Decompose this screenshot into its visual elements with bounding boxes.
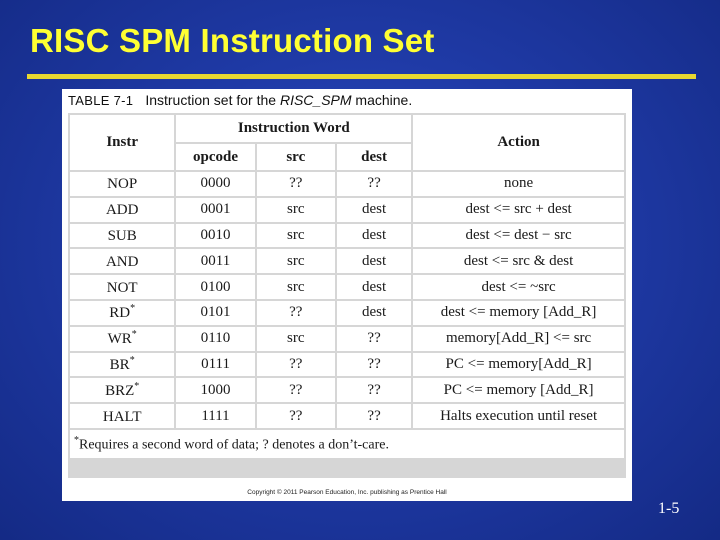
cell-src: ?? xyxy=(257,353,335,377)
header-action: Action xyxy=(413,115,624,170)
cell-action: PC <= memory[Add_R] xyxy=(413,353,624,377)
cell-src: ?? xyxy=(257,378,335,402)
cell-action: dest <= memory [Add_R] xyxy=(413,301,624,325)
cell-opcode: 0010 xyxy=(176,224,254,248)
cell-opcode: 0110 xyxy=(176,327,254,351)
table-row xyxy=(70,275,624,299)
cell-instr: AND xyxy=(70,249,174,273)
cell-action: dest <= ~src xyxy=(413,275,624,299)
cell-opcode: 0101 xyxy=(176,301,254,325)
caption-end: machine. xyxy=(351,92,413,108)
cell-dest: dest xyxy=(337,301,411,325)
cell-dest: dest xyxy=(337,275,411,299)
cell-dest: ?? xyxy=(337,172,411,196)
slide-title: RISC SPM Instruction Set xyxy=(30,22,435,59)
table-row xyxy=(70,198,624,222)
header-src: src xyxy=(257,144,335,170)
cell-instr: WR* xyxy=(70,327,174,351)
cell-src: src xyxy=(257,275,335,299)
cell-dest: ?? xyxy=(337,404,411,428)
table-row xyxy=(70,327,624,351)
cell-opcode: 0011 xyxy=(176,249,254,273)
cell-dest: ?? xyxy=(337,378,411,402)
cell-action: Halts execution until reset xyxy=(413,404,624,428)
cell-opcode: 0000 xyxy=(176,172,254,196)
cell-src: src xyxy=(257,249,335,273)
cell-src: src xyxy=(257,327,335,351)
cell-src: ?? xyxy=(257,301,335,325)
cell-instr: HALT xyxy=(70,404,174,428)
cell-src: ?? xyxy=(257,404,335,428)
cell-opcode: 1111 xyxy=(176,404,254,428)
table-footnote: *Requires a second word of data; ? denotes a don’t-care. xyxy=(70,430,624,458)
table-row xyxy=(70,378,624,402)
cell-instr: NOP xyxy=(70,172,174,196)
cell-dest: dest xyxy=(337,249,411,273)
cell-action: none xyxy=(413,172,624,196)
title-underline xyxy=(27,74,696,79)
table-row xyxy=(70,404,624,428)
cell-instr: RD* xyxy=(70,301,174,325)
cell-instr: NOT xyxy=(70,275,174,299)
cell-dest: dest xyxy=(337,198,411,222)
instruction-table xyxy=(68,113,626,460)
header-dest: dest xyxy=(337,144,411,170)
header-instr: Instr xyxy=(70,115,174,170)
cell-opcode: 0111 xyxy=(176,353,254,377)
cell-opcode: 1000 xyxy=(176,378,254,402)
cell-instr: ADD xyxy=(70,198,174,222)
cell-opcode: 0100 xyxy=(176,275,254,299)
page-number: 1-5 xyxy=(658,500,680,517)
cell-src: src xyxy=(257,224,335,248)
cell-instr: SUB xyxy=(70,224,174,248)
cell-dest: ?? xyxy=(337,327,411,351)
header-instruction-word: Instruction Word xyxy=(176,115,411,142)
caption-text: Instruction set for the xyxy=(145,92,280,108)
cell-src: ?? xyxy=(257,172,335,196)
cell-src: src xyxy=(257,198,335,222)
header-opcode: opcode xyxy=(176,144,254,170)
table-row xyxy=(70,301,624,325)
table-row xyxy=(70,353,624,377)
caption-label: TABLE 7-1 xyxy=(68,93,134,108)
cell-opcode: 0001 xyxy=(176,198,254,222)
table-row xyxy=(70,249,624,273)
cell-action: dest <= src & dest xyxy=(413,249,624,273)
cell-instr: BRZ* xyxy=(70,378,174,402)
cell-instr: BR* xyxy=(70,353,174,377)
table-frame xyxy=(68,113,626,478)
figure-caption xyxy=(68,92,412,108)
cell-action: PC <= memory [Add_R] xyxy=(413,378,624,402)
cell-action: dest <= src + dest xyxy=(413,198,624,222)
copyright-notice: Copyright © 2011 Pearson Education, Inc. publishing as Prentice Hall xyxy=(247,489,447,496)
cell-dest: dest xyxy=(337,224,411,248)
cell-action: memory[Add_R] <= src xyxy=(413,327,624,351)
table-row xyxy=(70,224,624,248)
cell-action: dest <= dest − src xyxy=(413,224,624,248)
table-figure xyxy=(62,89,632,501)
caption-machine: RISC_SPM xyxy=(279,92,352,108)
cell-dest: ?? xyxy=(337,353,411,377)
table-row xyxy=(70,172,624,196)
